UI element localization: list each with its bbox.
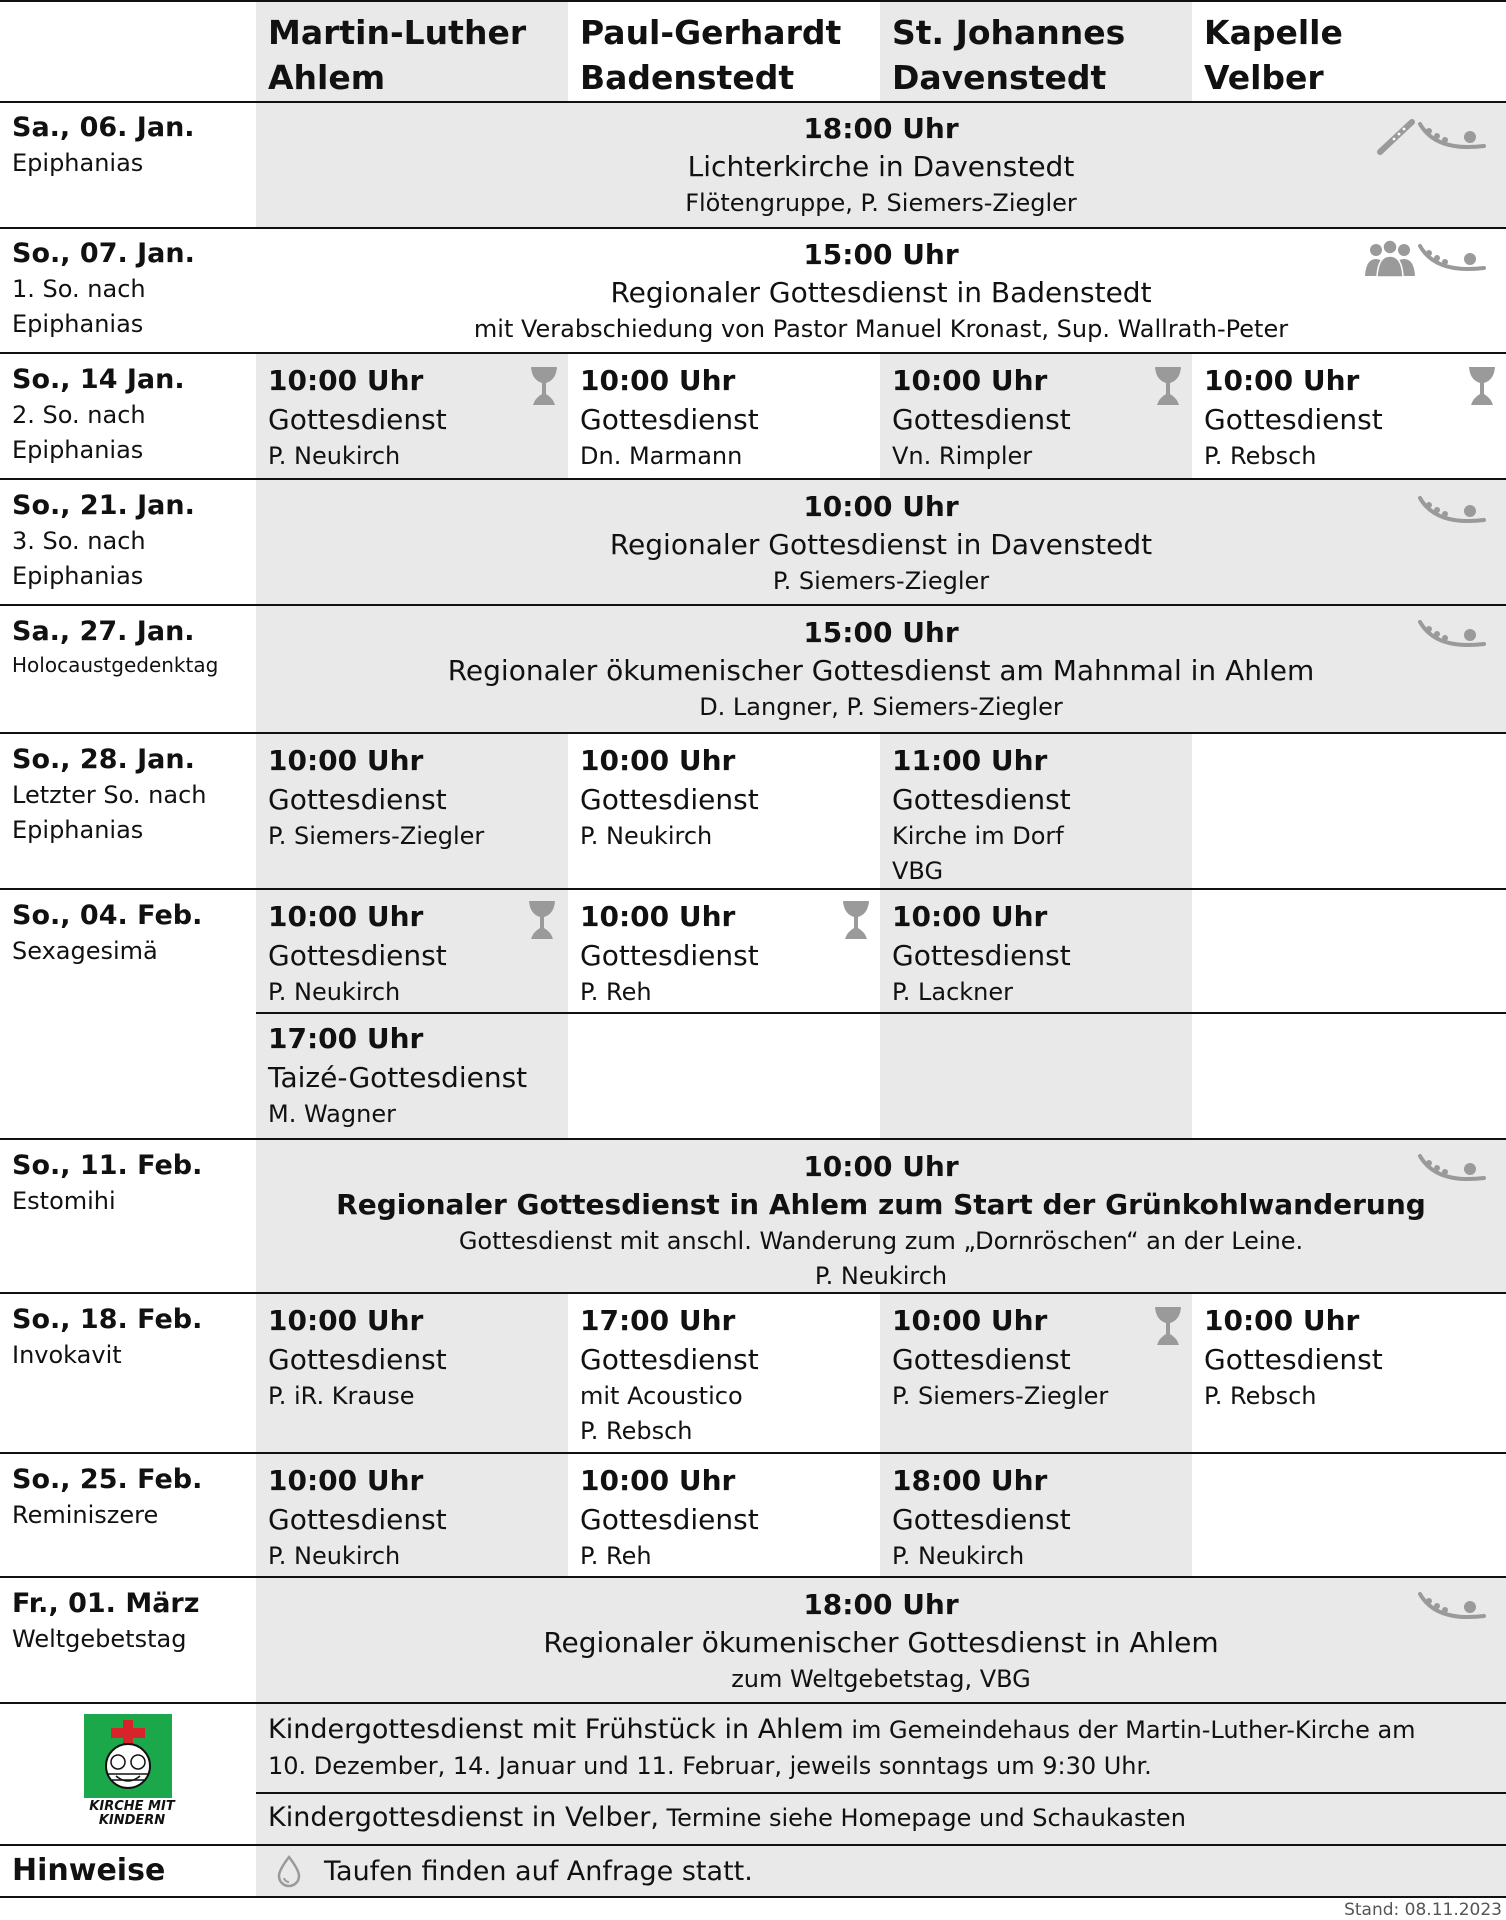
header-davenstedt	[880, 0, 1192, 102]
chalice-icon	[530, 366, 558, 406]
service-type: Gottesdienst	[1204, 1343, 1383, 1376]
date-label: So., 21. Jan.	[12, 490, 195, 521]
service-time: 10:00 Uhr	[268, 364, 424, 397]
day-name: Epiphanias	[12, 310, 144, 338]
date-label: So., 04. Feb.	[12, 900, 203, 931]
row-date-3	[12, 488, 195, 594]
service-type: Gottesdienst	[268, 783, 447, 816]
service-time: 10:00 Uhr	[803, 490, 959, 523]
service-time: 18:00 Uhr	[803, 1588, 959, 1621]
service-time: 17:00 Uhr	[580, 1304, 736, 1337]
service-leader: P. Lackner	[892, 978, 1014, 1006]
service-note: zum Weltgebetstag, VBG	[731, 1665, 1031, 1693]
service-cell	[880, 362, 1192, 474]
service-title: Lichterkirche in Davenstedt	[687, 150, 1075, 183]
service-cell	[568, 742, 880, 854]
service-title: Regionaler ökumenischer Gottesdienst in Ahlem	[543, 1626, 1219, 1659]
service-leader: P. iR. Krause	[268, 1382, 415, 1410]
day-name: Letzter So. nach	[12, 781, 207, 809]
service-note: P. Siemers-Ziegler	[772, 567, 990, 595]
service-title: Regionaler Gottesdienst in Ahlem zum Start der Grünkohlwanderung	[336, 1188, 1426, 1221]
kids-icon	[1418, 116, 1486, 156]
date-label: So., 25. Feb.	[12, 1464, 203, 1495]
service-leader: mit Acoustico	[580, 1382, 743, 1410]
header-ahlem-line1: Martin-Luther	[268, 13, 527, 52]
service-leader: P. Rebsch	[1204, 442, 1317, 470]
service-cell	[256, 898, 568, 1010]
kids-icon	[1418, 1148, 1486, 1188]
day-name: Holocaustgedenktag	[12, 653, 219, 677]
header-davenstedt-line1: St. Johannes	[892, 13, 1126, 52]
service-type: Gottesdienst	[892, 939, 1071, 972]
header-ahlem-line2: Ahlem	[268, 58, 386, 97]
service-type: Gottesdienst	[268, 403, 447, 436]
chalice-icon	[1154, 366, 1182, 406]
service-leader: P. Siemers-Ziegler	[268, 822, 485, 850]
kinder-info-title: Kindergottesdienst in Velber,	[268, 1802, 659, 1833]
service-leader: P. Neukirch	[268, 978, 401, 1006]
kinder-info-1	[268, 1712, 1416, 1784]
merged-service-10	[256, 1586, 1506, 1697]
date-label: Sa., 06. Jan.	[12, 112, 195, 143]
row-date-4	[12, 614, 218, 680]
service-note: P. Neukirch	[814, 1262, 948, 1290]
day-name: Epiphanias	[12, 436, 144, 464]
service-leader: P. Reh	[580, 978, 652, 1006]
row-date-5	[12, 742, 206, 848]
logo-text-line: KIRCHE MIT	[89, 1799, 175, 1814]
service-type: Gottesdienst	[268, 1503, 447, 1536]
service-time: 15:00 Uhr	[803, 238, 959, 271]
service-time: 10:00 Uhr	[892, 364, 1048, 397]
chalice-icon	[1154, 1306, 1182, 1346]
service-type: Gottesdienst	[892, 1503, 1071, 1536]
service-cell	[256, 1462, 568, 1574]
service-time: 10:00 Uhr	[892, 900, 1048, 933]
service-type: Gottesdienst	[892, 1343, 1071, 1376]
header-ahlem	[256, 0, 568, 102]
row-date-9	[12, 1462, 202, 1533]
service-cell	[256, 742, 568, 854]
service-type: Gottesdienst	[1204, 403, 1383, 436]
service-leader: P. Neukirch	[268, 442, 401, 470]
service-type: Taizé-Gottesdienst	[268, 1061, 528, 1094]
day-name: Weltgebetstag	[12, 1625, 187, 1653]
water-drop-icon	[274, 1854, 304, 1888]
hinweise-label: Hinweise	[12, 1853, 166, 1888]
service-time: 10:00 Uhr	[892, 1304, 1048, 1337]
row-date-0	[12, 110, 195, 181]
service-cell	[880, 1302, 1192, 1414]
service-time: 17:00 Uhr	[268, 1022, 424, 1055]
service-type: Gottesdienst	[892, 403, 1071, 436]
kids-icon	[1418, 614, 1486, 654]
service-type: Gottesdienst	[892, 783, 1071, 816]
service-type: Gottesdienst	[580, 1343, 759, 1376]
kinder-info-2	[268, 1800, 1186, 1836]
day-name: 2. So. nach	[12, 401, 146, 429]
chalice-icon	[528, 900, 556, 940]
service-time: 10:00 Uhr	[268, 900, 424, 933]
chalice-icon	[1468, 366, 1496, 406]
row-date-1	[12, 236, 195, 342]
service-leader: VBG	[892, 857, 944, 885]
service-title: Regionaler Gottesdienst in Badenstedt	[610, 276, 1152, 309]
service-leader: P. Neukirch	[892, 1542, 1025, 1570]
date-label: Sa., 27. Jan.	[12, 616, 195, 647]
service-type: Gottesdienst	[268, 939, 447, 972]
hinweise-text: Taufen finden auf Anfrage statt.	[324, 1856, 753, 1887]
service-type: Gottesdienst	[580, 783, 759, 816]
service-time: 10:00 Uhr	[268, 744, 424, 777]
service-note: mit Verabschiedung von Pastor Manuel Kronast, Sup. Wallrath-Peter	[473, 315, 1289, 343]
service-time: 18:00 Uhr	[892, 1464, 1048, 1497]
service-note: D. Langner, P. Siemers-Ziegler	[699, 693, 1063, 721]
merged-service-1	[256, 236, 1506, 347]
logo-text-line: KINDERN	[98, 1813, 166, 1828]
service-time: 10:00 Uhr	[580, 744, 736, 777]
row-date-10	[12, 1586, 199, 1657]
merged-service-7	[256, 1148, 1506, 1294]
service-time: 10:00 Uhr	[580, 900, 736, 933]
date-label: Fr., 01. März	[12, 1588, 200, 1619]
service-cell	[1192, 1302, 1504, 1414]
service-type: Gottesdienst	[268, 1343, 447, 1376]
day-name: 3. So. nach	[12, 527, 146, 555]
service-time: 10:00 Uhr	[268, 1304, 424, 1337]
day-name: Estomihi	[12, 1187, 116, 1215]
service-type: Gottesdienst	[580, 403, 759, 436]
service-time: 10:00 Uhr	[268, 1464, 424, 1497]
date-label: So., 18. Feb.	[12, 1304, 203, 1335]
header-badenstedt-line2: Badenstedt	[580, 58, 795, 97]
date-label: So., 28. Jan.	[12, 744, 195, 775]
kids-icon	[1418, 238, 1486, 278]
service-cell-extra	[256, 1020, 568, 1132]
kids-icon	[1418, 1586, 1486, 1626]
service-leader: P. Neukirch	[580, 822, 713, 850]
service-time: 15:00 Uhr	[803, 616, 959, 649]
service-cell	[880, 1462, 1192, 1574]
header-velber-line2: Velber	[1204, 58, 1324, 97]
service-cell	[880, 742, 1192, 889]
group-icon	[1362, 238, 1418, 278]
merged-service-0	[256, 110, 1506, 221]
header-davenstedt-line2: Davenstedt	[892, 58, 1107, 97]
kinder-info-title: Kindergottesdienst mit Frühstück in Ahlem	[268, 1714, 844, 1745]
service-time: 10:00 Uhr	[1204, 364, 1360, 397]
date-label: So., 14 Jan.	[12, 364, 185, 395]
kirche-mit-kindern-logo	[84, 1714, 172, 1798]
header-badenstedt	[568, 0, 880, 102]
day-name: Invokavit	[12, 1341, 122, 1369]
service-leader: Kirche im Dorf	[892, 822, 1064, 850]
service-time: 10:00 Uhr	[1204, 1304, 1360, 1337]
service-leader: P. Siemers-Ziegler	[892, 1382, 1109, 1410]
service-cell	[256, 1302, 568, 1414]
service-time: 10:00 Uhr	[803, 1150, 959, 1183]
merged-service-3	[256, 488, 1506, 599]
service-leader: Dn. Marmann	[580, 442, 743, 470]
row-date-6	[12, 898, 202, 969]
service-cell	[568, 362, 880, 474]
kinder-info-text: 10. Dezember, 14. Januar und 11. Februar, jeweils sonntags um 9:30 Uhr.	[268, 1752, 1152, 1780]
service-leader: P. Rebsch	[1204, 1382, 1317, 1410]
header-badenstedt-line1: Paul-Gerhardt	[580, 13, 842, 52]
service-type: Gottesdienst	[580, 939, 759, 972]
service-cell	[568, 1462, 880, 1574]
kinder-logo-text	[84, 1800, 180, 1828]
date-label: So., 11. Feb.	[12, 1150, 203, 1181]
service-time: 10:00 Uhr	[580, 364, 736, 397]
service-title: Regionaler ökumenischer Gottesdienst am Mahnmal in Ahlem	[447, 654, 1315, 687]
service-cell	[1192, 362, 1504, 474]
service-cell	[880, 898, 1192, 1010]
service-time: 11:00 Uhr	[892, 744, 1048, 777]
service-note: Gottesdienst mit anschl. Wanderung zum „Dornröschen“ an der Leine.	[458, 1227, 1304, 1255]
service-type: Gottesdienst	[580, 1503, 759, 1536]
service-time: 10:00 Uhr	[580, 1464, 736, 1497]
day-name: Epiphanias	[12, 562, 144, 590]
kids-icon	[1418, 490, 1486, 530]
date-label: So., 07. Jan.	[12, 238, 195, 269]
row-date-8	[12, 1302, 202, 1373]
day-name: Sexagesimä	[12, 937, 158, 965]
service-time: 18:00 Uhr	[803, 112, 959, 145]
service-title: Regionaler Gottesdienst in Davenstedt	[609, 528, 1153, 561]
service-leader: Vn. Rimpler	[892, 442, 1033, 470]
row-date-7	[12, 1148, 202, 1219]
service-leader: M. Wagner	[268, 1100, 396, 1128]
header-velber	[1192, 0, 1506, 102]
chalice-icon	[842, 900, 870, 940]
day-name: Reminiszere	[12, 1501, 159, 1529]
flute-icon	[1376, 116, 1416, 156]
day-name: 1. So. nach	[12, 275, 146, 303]
service-cell	[256, 362, 568, 474]
stand-date: Stand: 08.11.2023	[1344, 1900, 1502, 1920]
row-date-2	[12, 362, 185, 468]
service-cell	[568, 1302, 880, 1449]
service-leader: P. Reh	[580, 1542, 652, 1570]
header-velber-line1: Kapelle	[1204, 13, 1343, 52]
day-name: Epiphanias	[12, 816, 144, 844]
kinder-info-text: im Gemeindehaus der Martin-Luther-Kirche am	[843, 1716, 1416, 1744]
kinder-info-text: Termine siehe Homepage und Schaukasten	[658, 1804, 1186, 1832]
service-leader: P. Neukirch	[268, 1542, 401, 1570]
merged-service-4	[256, 614, 1506, 725]
day-name: Epiphanias	[12, 149, 144, 177]
service-cell	[568, 898, 880, 1010]
service-note: Flötengruppe, P. Siemers-Ziegler	[685, 189, 1077, 217]
service-leader: P. Rebsch	[580, 1417, 693, 1445]
